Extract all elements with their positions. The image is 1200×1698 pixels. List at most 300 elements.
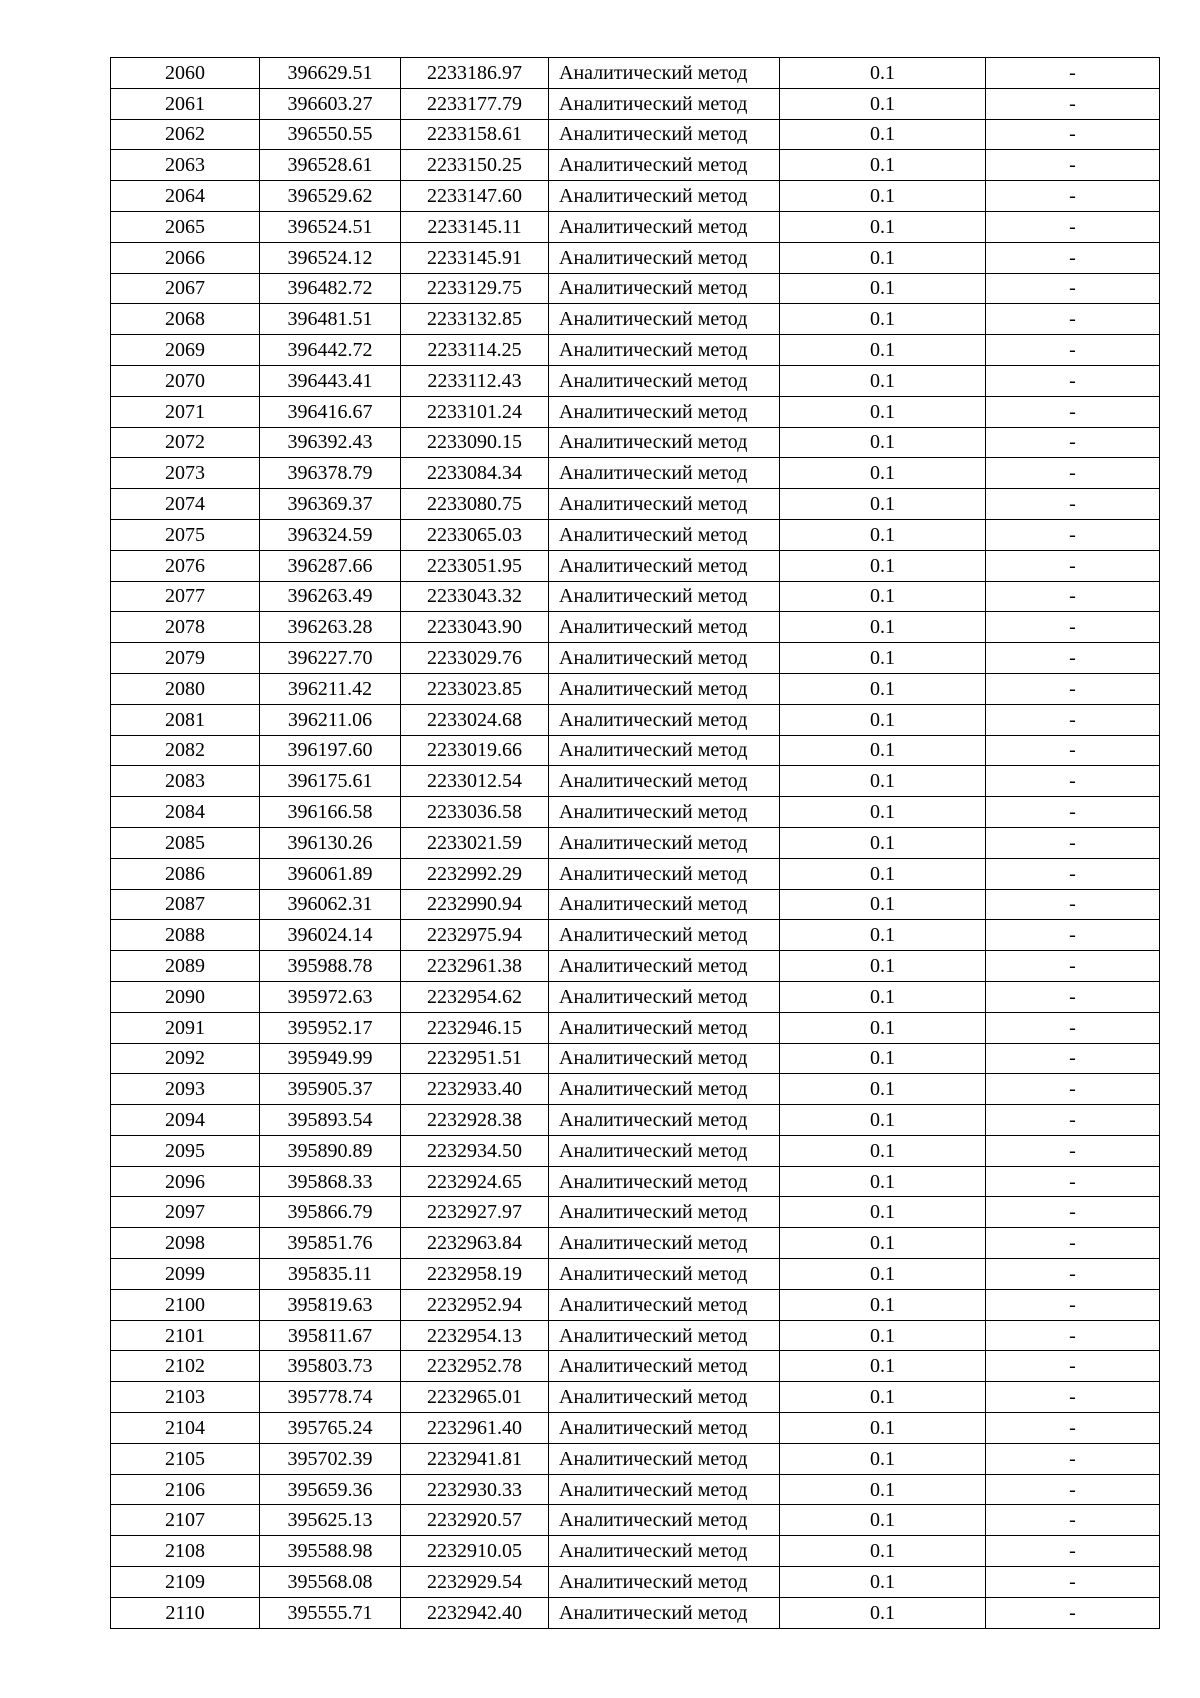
x-coordinate-cell: 396024.14	[260, 920, 401, 951]
table-row	[111, 88, 1160, 119]
point-number-cell: 2068	[111, 304, 260, 335]
accuracy-cell: 0.1	[780, 981, 986, 1012]
table-row	[111, 1351, 1160, 1382]
point-number-cell: 2062	[111, 119, 260, 150]
x-coordinate-cell: 395819.63	[260, 1289, 401, 1320]
method-cell: Аналитический метод	[549, 1166, 780, 1197]
y-coordinate-cell: 2232990.94	[401, 889, 549, 920]
x-coordinate-cell: 396629.51	[260, 58, 401, 89]
x-coordinate-cell: 396550.55	[260, 119, 401, 150]
dash-cell: -	[986, 519, 1160, 550]
method-cell: Аналитический метод	[549, 396, 780, 427]
method-cell: Аналитический метод	[549, 88, 780, 119]
table-body	[111, 58, 1160, 1629]
x-coordinate-cell: 395988.78	[260, 951, 401, 982]
dash-cell: -	[986, 242, 1160, 273]
method-cell: Аналитический метод	[549, 673, 780, 704]
method-cell: Аналитический метод	[549, 335, 780, 366]
point-number-cell: 2086	[111, 858, 260, 889]
point-number-cell: 2071	[111, 396, 260, 427]
point-number-cell: 2106	[111, 1474, 260, 1505]
x-coordinate-cell: 395949.99	[260, 1043, 401, 1074]
dash-cell: -	[986, 550, 1160, 581]
point-number-cell: 2061	[111, 88, 260, 119]
coordinates-table	[110, 57, 1160, 1629]
y-coordinate-cell: 2232954.13	[401, 1320, 549, 1351]
table-row	[111, 1289, 1160, 1320]
x-coordinate-cell: 396062.31	[260, 889, 401, 920]
x-coordinate-cell: 395765.24	[260, 1413, 401, 1444]
accuracy-cell: 0.1	[780, 1443, 986, 1474]
x-coordinate-cell: 396211.42	[260, 673, 401, 704]
accuracy-cell: 0.1	[780, 827, 986, 858]
y-coordinate-cell: 2233019.66	[401, 735, 549, 766]
method-cell: Аналитический метод	[549, 1012, 780, 1043]
point-number-cell: 2063	[111, 150, 260, 181]
x-coordinate-cell: 396175.61	[260, 766, 401, 797]
dash-cell: -	[986, 119, 1160, 150]
table-row	[111, 396, 1160, 427]
accuracy-cell: 0.1	[780, 427, 986, 458]
accuracy-cell: 0.1	[780, 581, 986, 612]
point-number-cell: 2080	[111, 673, 260, 704]
accuracy-cell: 0.1	[780, 1105, 986, 1136]
accuracy-cell: 0.1	[780, 643, 986, 674]
table-row	[111, 211, 1160, 242]
table-row	[111, 304, 1160, 335]
method-cell: Аналитический метод	[549, 1197, 780, 1228]
accuracy-cell: 0.1	[780, 1289, 986, 1320]
dash-cell: -	[986, 704, 1160, 735]
method-cell: Аналитический метод	[549, 1597, 780, 1628]
point-number-cell: 2099	[111, 1259, 260, 1290]
y-coordinate-cell: 2233112.43	[401, 365, 549, 396]
accuracy-cell: 0.1	[780, 1320, 986, 1351]
table-row	[111, 1074, 1160, 1105]
x-coordinate-cell: 396263.28	[260, 612, 401, 643]
x-coordinate-cell: 395811.67	[260, 1320, 401, 1351]
x-coordinate-cell: 395778.74	[260, 1382, 401, 1413]
method-cell: Аналитический метод	[549, 1443, 780, 1474]
method-cell: Аналитический метод	[549, 1105, 780, 1136]
point-number-cell: 2107	[111, 1505, 260, 1536]
table-row	[111, 365, 1160, 396]
accuracy-cell: 0.1	[780, 58, 986, 89]
x-coordinate-cell: 396211.06	[260, 704, 401, 735]
point-number-cell: 2076	[111, 550, 260, 581]
dash-cell: -	[986, 181, 1160, 212]
y-coordinate-cell: 2232952.94	[401, 1289, 549, 1320]
accuracy-cell: 0.1	[780, 920, 986, 951]
dash-cell: -	[986, 365, 1160, 396]
y-coordinate-cell: 2233186.97	[401, 58, 549, 89]
table-row	[111, 489, 1160, 520]
x-coordinate-cell: 396603.27	[260, 88, 401, 119]
table-row	[111, 1228, 1160, 1259]
point-number-cell: 2101	[111, 1320, 260, 1351]
y-coordinate-cell: 2233090.15	[401, 427, 549, 458]
point-number-cell: 2091	[111, 1012, 260, 1043]
dash-cell: -	[986, 1166, 1160, 1197]
table-row	[111, 550, 1160, 581]
y-coordinate-cell: 2232910.05	[401, 1536, 549, 1567]
point-number-cell: 2093	[111, 1074, 260, 1105]
x-coordinate-cell: 396528.61	[260, 150, 401, 181]
dash-cell: -	[986, 920, 1160, 951]
table-row	[111, 181, 1160, 212]
table-row	[111, 1382, 1160, 1413]
y-coordinate-cell: 2233043.90	[401, 612, 549, 643]
y-coordinate-cell: 2233129.75	[401, 273, 549, 304]
method-cell: Аналитический метод	[549, 612, 780, 643]
table-row	[111, 519, 1160, 550]
method-cell: Аналитический метод	[549, 1135, 780, 1166]
table-row	[111, 150, 1160, 181]
method-cell: Аналитический метод	[549, 1382, 780, 1413]
dash-cell: -	[986, 612, 1160, 643]
y-coordinate-cell: 2232934.50	[401, 1135, 549, 1166]
method-cell: Аналитический метод	[549, 643, 780, 674]
point-number-cell: 2090	[111, 981, 260, 1012]
table-row	[111, 1536, 1160, 1567]
method-cell: Аналитический метод	[549, 489, 780, 520]
y-coordinate-cell: 2233145.91	[401, 242, 549, 273]
x-coordinate-cell: 396369.37	[260, 489, 401, 520]
x-coordinate-cell: 396166.58	[260, 797, 401, 828]
dash-cell: -	[986, 981, 1160, 1012]
accuracy-cell: 0.1	[780, 273, 986, 304]
point-number-cell: 2081	[111, 704, 260, 735]
y-coordinate-cell: 2233158.61	[401, 119, 549, 150]
point-number-cell: 2094	[111, 1105, 260, 1136]
x-coordinate-cell: 396227.70	[260, 643, 401, 674]
method-cell: Аналитический метод	[549, 365, 780, 396]
point-number-cell: 2067	[111, 273, 260, 304]
point-number-cell: 2066	[111, 242, 260, 273]
x-coordinate-cell: 395890.89	[260, 1135, 401, 1166]
point-number-cell: 2064	[111, 181, 260, 212]
table-row	[111, 858, 1160, 889]
table-row	[111, 119, 1160, 150]
table-row	[111, 1197, 1160, 1228]
x-coordinate-cell: 396061.89	[260, 858, 401, 889]
table-row	[111, 1567, 1160, 1598]
x-coordinate-cell: 395905.37	[260, 1074, 401, 1105]
accuracy-cell: 0.1	[780, 304, 986, 335]
method-cell: Аналитический метод	[549, 766, 780, 797]
method-cell: Аналитический метод	[549, 1567, 780, 1598]
x-coordinate-cell: 396287.66	[260, 550, 401, 581]
dash-cell: -	[986, 1074, 1160, 1105]
point-number-cell: 2072	[111, 427, 260, 458]
table-row	[111, 1259, 1160, 1290]
dash-cell: -	[986, 1012, 1160, 1043]
x-coordinate-cell: 395702.39	[260, 1443, 401, 1474]
y-coordinate-cell: 2233150.25	[401, 150, 549, 181]
table-row	[111, 704, 1160, 735]
dash-cell: -	[986, 766, 1160, 797]
x-coordinate-cell: 395803.73	[260, 1351, 401, 1382]
y-coordinate-cell: 2233065.03	[401, 519, 549, 550]
table-row	[111, 242, 1160, 273]
accuracy-cell: 0.1	[780, 951, 986, 982]
table-row	[111, 1043, 1160, 1074]
accuracy-cell: 0.1	[780, 519, 986, 550]
x-coordinate-cell: 395893.54	[260, 1105, 401, 1136]
point-number-cell: 2070	[111, 365, 260, 396]
method-cell: Аналитический метод	[549, 1289, 780, 1320]
y-coordinate-cell: 2232946.15	[401, 1012, 549, 1043]
table-row	[111, 981, 1160, 1012]
point-number-cell: 2104	[111, 1413, 260, 1444]
dash-cell: -	[986, 1228, 1160, 1259]
point-number-cell: 2078	[111, 612, 260, 643]
method-cell: Аналитический метод	[549, 119, 780, 150]
x-coordinate-cell: 395835.11	[260, 1259, 401, 1290]
table-row	[111, 951, 1160, 982]
point-number-cell: 2097	[111, 1197, 260, 1228]
dash-cell: -	[986, 1135, 1160, 1166]
point-number-cell: 2100	[111, 1289, 260, 1320]
dash-cell: -	[986, 1567, 1160, 1598]
point-number-cell: 2087	[111, 889, 260, 920]
table-row	[111, 1105, 1160, 1136]
x-coordinate-cell: 395868.33	[260, 1166, 401, 1197]
dash-cell: -	[986, 581, 1160, 612]
method-cell: Аналитический метод	[549, 1228, 780, 1259]
dash-cell: -	[986, 673, 1160, 704]
dash-cell: -	[986, 1351, 1160, 1382]
table-row	[111, 797, 1160, 828]
accuracy-cell: 0.1	[780, 1197, 986, 1228]
accuracy-cell: 0.1	[780, 242, 986, 273]
dash-cell: -	[986, 1289, 1160, 1320]
point-number-cell: 2085	[111, 827, 260, 858]
table-row	[111, 335, 1160, 366]
y-coordinate-cell: 2232927.97	[401, 1197, 549, 1228]
table-row	[111, 427, 1160, 458]
y-coordinate-cell: 2233114.25	[401, 335, 549, 366]
dash-cell: -	[986, 58, 1160, 89]
y-coordinate-cell: 2232963.84	[401, 1228, 549, 1259]
point-number-cell: 2075	[111, 519, 260, 550]
y-coordinate-cell: 2232920.57	[401, 1505, 549, 1536]
point-number-cell: 2110	[111, 1597, 260, 1628]
method-cell: Аналитический метод	[549, 273, 780, 304]
method-cell: Аналитический метод	[549, 1320, 780, 1351]
accuracy-cell: 0.1	[780, 550, 986, 581]
dash-cell: -	[986, 1443, 1160, 1474]
y-coordinate-cell: 2232975.94	[401, 920, 549, 951]
y-coordinate-cell: 2233036.58	[401, 797, 549, 828]
accuracy-cell: 0.1	[780, 1228, 986, 1259]
dash-cell: -	[986, 1320, 1160, 1351]
table-row	[111, 58, 1160, 89]
y-coordinate-cell: 2232933.40	[401, 1074, 549, 1105]
dash-cell: -	[986, 489, 1160, 520]
dash-cell: -	[986, 211, 1160, 242]
x-coordinate-cell: 395972.63	[260, 981, 401, 1012]
method-cell: Аналитический метод	[549, 58, 780, 89]
table-row	[111, 458, 1160, 489]
y-coordinate-cell: 2232930.33	[401, 1474, 549, 1505]
point-number-cell: 2079	[111, 643, 260, 674]
method-cell: Аналитический метод	[549, 951, 780, 982]
x-coordinate-cell: 396524.51	[260, 211, 401, 242]
dash-cell: -	[986, 858, 1160, 889]
point-number-cell: 2103	[111, 1382, 260, 1413]
point-number-cell: 2084	[111, 797, 260, 828]
y-coordinate-cell: 2233023.85	[401, 673, 549, 704]
dash-cell: -	[986, 1197, 1160, 1228]
table-row	[111, 827, 1160, 858]
table-row	[111, 643, 1160, 674]
table-row	[111, 1443, 1160, 1474]
dash-cell: -	[986, 1259, 1160, 1290]
dash-cell: -	[986, 951, 1160, 982]
table-row	[111, 1597, 1160, 1628]
x-coordinate-cell: 396130.26	[260, 827, 401, 858]
table-row	[111, 1166, 1160, 1197]
table-row	[111, 612, 1160, 643]
method-cell: Аналитический метод	[549, 1259, 780, 1290]
x-coordinate-cell: 395659.36	[260, 1474, 401, 1505]
accuracy-cell: 0.1	[780, 489, 986, 520]
x-coordinate-cell: 395851.76	[260, 1228, 401, 1259]
y-coordinate-cell: 2232958.19	[401, 1259, 549, 1290]
accuracy-cell: 0.1	[780, 735, 986, 766]
x-coordinate-cell: 396481.51	[260, 304, 401, 335]
method-cell: Аналитический метод	[549, 827, 780, 858]
dash-cell: -	[986, 735, 1160, 766]
method-cell: Аналитический метод	[549, 550, 780, 581]
accuracy-cell: 0.1	[780, 1536, 986, 1567]
x-coordinate-cell: 395952.17	[260, 1012, 401, 1043]
y-coordinate-cell: 2232965.01	[401, 1382, 549, 1413]
point-number-cell: 2065	[111, 211, 260, 242]
accuracy-cell: 0.1	[780, 1166, 986, 1197]
method-cell: Аналитический метод	[549, 704, 780, 735]
accuracy-cell: 0.1	[780, 1382, 986, 1413]
method-cell: Аналитический метод	[549, 1474, 780, 1505]
x-coordinate-cell: 396378.79	[260, 458, 401, 489]
dash-cell: -	[986, 88, 1160, 119]
method-cell: Аналитический метод	[549, 1043, 780, 1074]
y-coordinate-cell: 2233029.76	[401, 643, 549, 674]
method-cell: Аналитический метод	[549, 1413, 780, 1444]
point-number-cell: 2098	[111, 1228, 260, 1259]
point-number-cell: 2092	[111, 1043, 260, 1074]
accuracy-cell: 0.1	[780, 181, 986, 212]
table-row	[111, 920, 1160, 951]
method-cell: Аналитический метод	[549, 150, 780, 181]
method-cell: Аналитический метод	[549, 458, 780, 489]
dash-cell: -	[986, 1505, 1160, 1536]
point-number-cell: 2082	[111, 735, 260, 766]
accuracy-cell: 0.1	[780, 365, 986, 396]
accuracy-cell: 0.1	[780, 1505, 986, 1536]
table-row	[111, 735, 1160, 766]
method-cell: Аналитический метод	[549, 304, 780, 335]
accuracy-cell: 0.1	[780, 458, 986, 489]
method-cell: Аналитический метод	[549, 1351, 780, 1382]
point-number-cell: 2060	[111, 58, 260, 89]
accuracy-cell: 0.1	[780, 1351, 986, 1382]
method-cell: Аналитический метод	[549, 1505, 780, 1536]
accuracy-cell: 0.1	[780, 858, 986, 889]
point-number-cell: 2083	[111, 766, 260, 797]
table-row	[111, 1135, 1160, 1166]
y-coordinate-cell: 2233080.75	[401, 489, 549, 520]
y-coordinate-cell: 2233021.59	[401, 827, 549, 858]
accuracy-cell: 0.1	[780, 150, 986, 181]
dash-cell: -	[986, 797, 1160, 828]
point-number-cell: 2089	[111, 951, 260, 982]
method-cell: Аналитический метод	[549, 735, 780, 766]
dash-cell: -	[986, 1105, 1160, 1136]
method-cell: Аналитический метод	[549, 242, 780, 273]
y-coordinate-cell: 2232924.65	[401, 1166, 549, 1197]
method-cell: Аналитический метод	[549, 920, 780, 951]
x-coordinate-cell: 395568.08	[260, 1567, 401, 1598]
accuracy-cell: 0.1	[780, 889, 986, 920]
point-number-cell: 2073	[111, 458, 260, 489]
dash-cell: -	[986, 1413, 1160, 1444]
point-number-cell: 2088	[111, 920, 260, 951]
method-cell: Аналитический метод	[549, 211, 780, 242]
x-coordinate-cell: 395555.71	[260, 1597, 401, 1628]
table-row	[111, 1474, 1160, 1505]
table-row	[111, 673, 1160, 704]
table-row	[111, 273, 1160, 304]
dash-cell: -	[986, 458, 1160, 489]
x-coordinate-cell: 396197.60	[260, 735, 401, 766]
accuracy-cell: 0.1	[780, 673, 986, 704]
x-coordinate-cell: 396324.59	[260, 519, 401, 550]
x-coordinate-cell: 396263.49	[260, 581, 401, 612]
point-number-cell: 2109	[111, 1567, 260, 1598]
x-coordinate-cell: 396529.62	[260, 181, 401, 212]
accuracy-cell: 0.1	[780, 1074, 986, 1105]
x-coordinate-cell: 396482.72	[260, 273, 401, 304]
table-row	[111, 1012, 1160, 1043]
y-coordinate-cell: 2232992.29	[401, 858, 549, 889]
point-number-cell: 2077	[111, 581, 260, 612]
method-cell: Аналитический метод	[549, 581, 780, 612]
dash-cell: -	[986, 1043, 1160, 1074]
table-row	[111, 889, 1160, 920]
dash-cell: -	[986, 643, 1160, 674]
dash-cell: -	[986, 427, 1160, 458]
point-number-cell: 2096	[111, 1166, 260, 1197]
method-cell: Аналитический метод	[549, 1074, 780, 1105]
point-number-cell: 2074	[111, 489, 260, 520]
x-coordinate-cell: 396524.12	[260, 242, 401, 273]
point-number-cell: 2102	[111, 1351, 260, 1382]
y-coordinate-cell: 2232954.62	[401, 981, 549, 1012]
dash-cell: -	[986, 1597, 1160, 1628]
accuracy-cell: 0.1	[780, 335, 986, 366]
method-cell: Аналитический метод	[549, 181, 780, 212]
x-coordinate-cell: 396443.41	[260, 365, 401, 396]
method-cell: Аналитический метод	[549, 519, 780, 550]
method-cell: Аналитический метод	[549, 1536, 780, 1567]
accuracy-cell: 0.1	[780, 119, 986, 150]
y-coordinate-cell: 2232941.81	[401, 1443, 549, 1474]
y-coordinate-cell: 2233145.11	[401, 211, 549, 242]
table-row	[111, 1505, 1160, 1536]
table-row	[111, 581, 1160, 612]
